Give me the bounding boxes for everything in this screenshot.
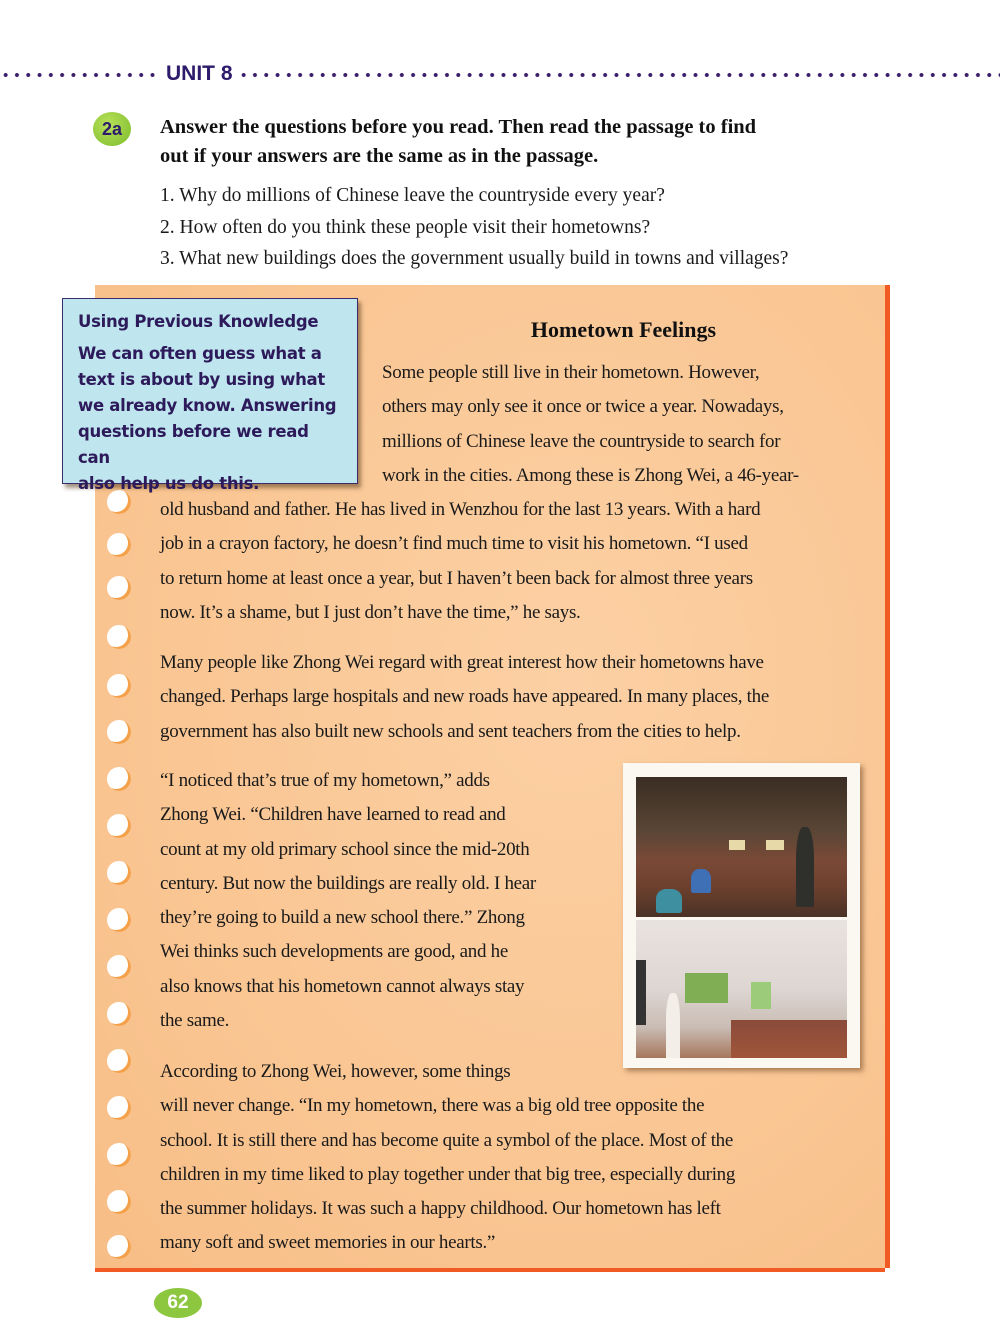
passage-line: millions of Chinese leave the countryside to search for [382, 430, 781, 452]
passage-line: school. It is still there and has become quite a symbol of the place. Most of the [160, 1129, 734, 1151]
instruction-line: Answer the questions before you read. Then read the passage to find [160, 116, 757, 138]
paragraph-4 [160, 1055, 735, 1261]
activity-badge: 2a [93, 112, 131, 146]
passage-line: the summer holidays. It was such a happy childhood. Our hometown has left [160, 1198, 721, 1220]
binder-hole-icon [107, 625, 131, 649]
window [685, 973, 728, 1003]
unit-header [0, 60, 1000, 90]
binder-hole-icon [107, 955, 131, 979]
passage-line: Zhong Wei. “Children have learned to read and [160, 804, 506, 826]
old-classroom-photo [636, 777, 847, 917]
binder-hole-icon [107, 1143, 131, 1167]
teacher [666, 993, 680, 1058]
passage-line: they’re going to build a new school there.” Zhong [160, 907, 525, 929]
binder-hole-icon [107, 720, 131, 744]
dotted-rule-left [0, 73, 160, 77]
binder-hole-icon [107, 533, 131, 557]
passage-line: job in a crayon factory, he doesn’t find much time to visit his hometown. “I used [160, 533, 748, 555]
classroom-photos [623, 763, 860, 1068]
tip-body [78, 341, 342, 497]
passage-line: work in the cities. Among these is Zhong Wei, a 46-year- [382, 464, 799, 486]
passage-line: old husband and father. He has lived in Wenzhou for the last 13 years. With a hard [160, 499, 761, 520]
activity-instructions [160, 113, 900, 171]
binder-hole-icon [107, 861, 131, 885]
question-item: 2. How often do you think these people visit their hometowns? [160, 216, 651, 238]
passage-line: government has also built new schools and sent teachers from the cities to help. [160, 720, 741, 742]
blackboard [636, 960, 646, 1025]
tip-line: We can often guess what a [78, 344, 322, 363]
unit-label: UNIT 8 [166, 62, 233, 85]
passage-line: Some people still live in their hometown. However, [382, 362, 760, 383]
passage-line: children in my time liked to play together under that big tree, especially during [160, 1163, 736, 1185]
instruction-line: out if your answers are the same as in the passage. [160, 145, 599, 167]
binder-hole-icon [107, 1235, 131, 1259]
window [766, 840, 784, 850]
tip-box [62, 298, 358, 493]
binder-hole-icon [107, 674, 131, 698]
passage-line: others may only see it once or twice a year. Nowadays, [382, 396, 784, 418]
question-item: 3. What new buildings does the government usually build in towns and villages? [160, 248, 789, 269]
passage-line: count at my old primary school since the mid-20th [160, 838, 530, 860]
paragraph-1-full [160, 493, 760, 630]
window [729, 840, 745, 850]
binder-hole-icon [107, 1096, 131, 1120]
question-item: 1. Why do millions of Chinese leave the countryside every year? [160, 185, 665, 206]
window [751, 982, 771, 1009]
binder-hole-icon [107, 1190, 131, 1214]
passage-line: also knows that his hometown cannot always stay [160, 975, 525, 997]
passage-line: Many people like Zhong Wei regard with great interest how their hometowns have [160, 652, 764, 673]
passage-line: will never change. “In my hometown, there was a big old tree opposite the [160, 1095, 705, 1117]
tip-line: text is about by using what [78, 370, 325, 389]
page-number: 62 [154, 1288, 202, 1318]
binder-hole-icon [107, 1049, 131, 1073]
tip-line: we already know. Answering [78, 396, 337, 415]
binder-hole-icon [107, 814, 131, 838]
passage-line: many soft and sweet memories in our hearts.” [160, 1232, 496, 1254]
binder-hole-icon [107, 767, 131, 791]
tip-title: Using Previous Knowledge [78, 312, 319, 331]
paragraph-1-indented [382, 356, 799, 493]
passage-line: According to Zhong Wei, however, some things [160, 1061, 511, 1082]
desks [731, 1020, 847, 1058]
passage-line: to return home at least once a year, but I haven’t been back for almost three years [160, 567, 753, 589]
binder-hole-icon [107, 908, 131, 932]
passage-line: changed. Perhaps large hospitals and new roads have appeared. In many places, the [160, 686, 769, 708]
tip-line: questions before we read can [78, 422, 309, 467]
tip-line: also help us do this. [78, 474, 260, 493]
passage-line: “I noticed that’s true of my hometown,” adds [160, 770, 490, 791]
student [691, 869, 711, 893]
binder-hole-icon [107, 576, 131, 600]
passage-line: century. But now the buildings are really old. I hear [160, 872, 536, 894]
teacher [796, 827, 814, 907]
binder-hole-icon [107, 1002, 131, 1026]
student [656, 889, 682, 913]
paragraph-2 [160, 646, 769, 749]
passage-line: now. It’s a shame, but I just don’t have the time,” he says. [160, 601, 581, 623]
dotted-rule-right [238, 73, 1000, 77]
passage-title: Hometown Feelings [530, 317, 717, 342]
passage-line: Wei thinks such developments are good, and he [160, 941, 508, 963]
new-classroom-photo [636, 920, 847, 1058]
question-list [160, 180, 900, 275]
passage-line: the same. [160, 1010, 230, 1032]
paragraph-3 [160, 764, 536, 1038]
